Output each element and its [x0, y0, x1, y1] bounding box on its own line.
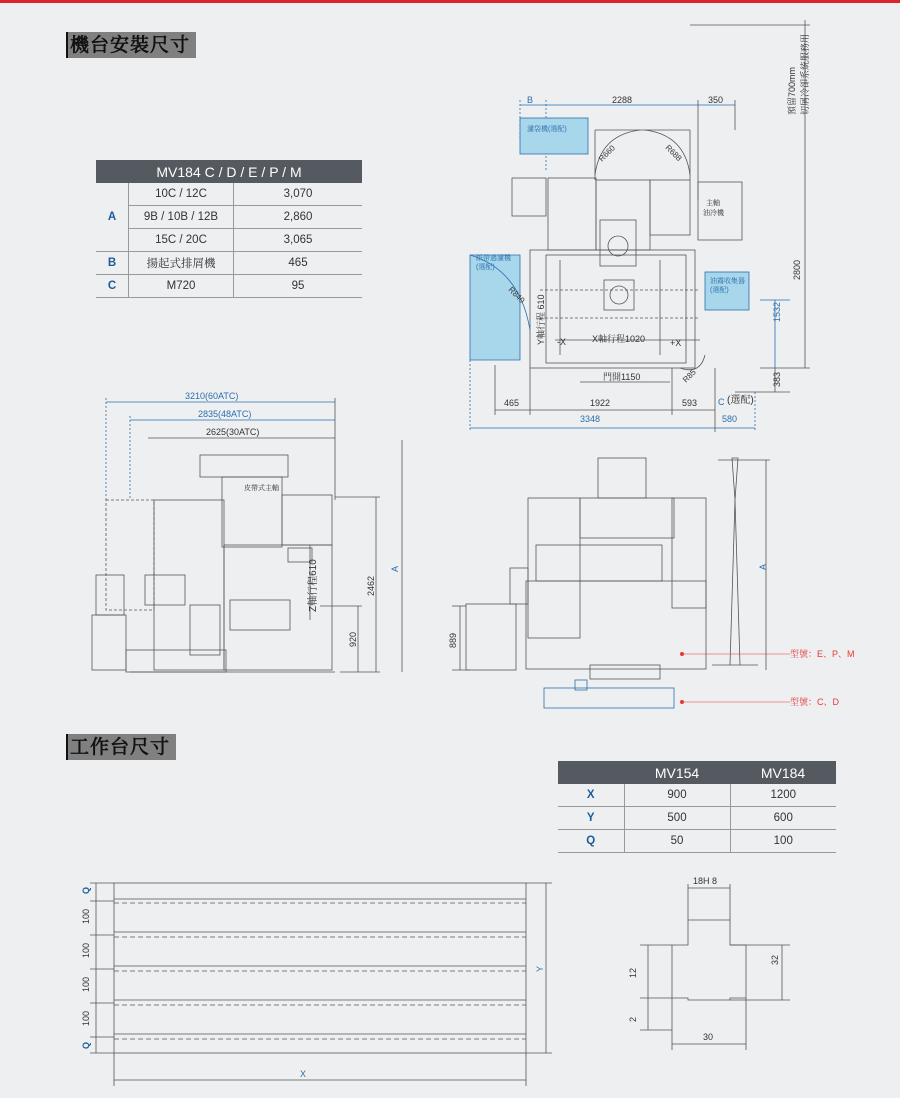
spindle-cooler-1: 主軸 [706, 200, 720, 207]
table-row [558, 784, 836, 807]
slot-h12-label: 12 [628, 967, 638, 978]
paper-filter-2: (選配) [476, 264, 495, 271]
marker-cd [680, 700, 684, 704]
slot-width-label: 18H 8 [693, 876, 718, 886]
model-cd-label: 型號：C、D [790, 697, 839, 707]
table-cell: 9B / 10B / 12B [129, 206, 234, 229]
dim-920: 920 [348, 631, 358, 647]
worktable-dimension-table [558, 761, 836, 853]
gap-label-3: 100 [81, 976, 91, 992]
dim-2625: 2625(30ATC) [206, 427, 260, 437]
belt-spindle-label: 皮帶式主軸 [244, 485, 279, 492]
x-travel-label: X軸行程1020 [592, 334, 646, 344]
row-label-y: Y [558, 807, 624, 830]
row-label-q: Q [558, 830, 624, 853]
gap-label-1: 100 [81, 908, 91, 924]
marker-epm [680, 652, 684, 656]
table-cell: 95 [234, 275, 363, 298]
table-cell: 15C / 20C [129, 229, 234, 252]
dim-1532: 1532 [772, 301, 782, 322]
table-cell: 100 [730, 830, 836, 853]
table-cell: 2,860 [234, 206, 363, 229]
dim-2835: 2835(48ATC) [198, 409, 252, 419]
dim-2288: 2288 [612, 95, 633, 105]
dim-593: 593 [682, 398, 698, 408]
row-label-a: A [96, 183, 129, 252]
dim-889: 889 [448, 632, 458, 648]
table-cell: M720 [129, 275, 234, 298]
dim-1922: 1922 [590, 398, 611, 408]
section-title-worktable: 工作台尺寸 [66, 734, 176, 760]
note-line1: 預留700mm [787, 66, 797, 115]
dim-a-front: A [390, 565, 400, 572]
table-cell: 10C / 12C [129, 183, 234, 206]
oil-mist-2: (選配) [710, 287, 729, 294]
y-dim-label: Y [535, 965, 545, 972]
dim-b: B [527, 95, 534, 105]
row-label-x: X [558, 784, 624, 807]
q-bottom-label: Q [81, 1041, 91, 1049]
oil-mist-1: 油霧收集器 [710, 278, 745, 285]
row-label-b: B [96, 252, 129, 275]
filter-bag-label: 濾袋機(選配) [527, 126, 567, 133]
table-cell: 465 [234, 252, 363, 275]
slot-h32-label: 32 [770, 954, 780, 965]
table-header-mv154: MV154 [624, 761, 730, 784]
y-travel-label: Y軸行程 610 [536, 294, 546, 345]
table-cell: 3,065 [234, 229, 363, 252]
dim-a-side: A [758, 563, 768, 570]
work-table-drawing [90, 883, 552, 1086]
dim-c: C [718, 397, 725, 407]
dim-3210: 3210(60ATC) [185, 391, 239, 401]
section-title-installation: 機台安裝尺寸 [66, 32, 196, 58]
table-row [558, 807, 836, 830]
model-epm-label: 型號：E、P、M [790, 649, 855, 659]
dim-3348: 3348 [580, 414, 601, 424]
z-travel-label: Z軸行程610 [308, 559, 319, 612]
note-line2: 切屑冷卻系統服務用 [800, 33, 810, 115]
x-plus-label: +X [670, 338, 682, 348]
spindle-cooler-2: 油冷機 [703, 210, 724, 217]
table-cell: 600 [730, 807, 836, 830]
dim-580: 580 [722, 414, 738, 424]
table-header: MV184 C / D / E / P / M [96, 160, 362, 183]
front-view-drawing [92, 398, 402, 672]
table-header-blank [558, 761, 624, 784]
dim-383: 383 [772, 371, 782, 387]
r660-label: R660 [597, 143, 617, 164]
t-slot-drawing [640, 884, 790, 1050]
table-cell: 50 [624, 830, 730, 853]
q-top-label: Q [81, 886, 91, 894]
optional-label: (選配) [727, 395, 754, 406]
slot-w30-label: 30 [703, 1032, 714, 1042]
table-header-mv184: MV184 [730, 761, 836, 784]
side-view-drawing [452, 458, 790, 708]
gap-label-4: 100 [81, 1010, 91, 1026]
table-cell: 揚起式排屑機 [129, 252, 234, 275]
r85-label: R85 [681, 367, 698, 385]
paper-filter-1: 紙帶過濾機 [476, 255, 511, 262]
dim-350: 350 [708, 95, 724, 105]
dim-2462: 2462 [366, 575, 376, 596]
slot-h2-label: 2 [628, 1016, 638, 1022]
gap-label-2: 100 [81, 942, 91, 958]
dim-2800: 2800 [792, 259, 802, 280]
table-cell: 3,070 [234, 183, 363, 206]
plan-view-drawing [470, 20, 810, 432]
table-row [558, 830, 836, 853]
table-cell: 500 [624, 807, 730, 830]
r840-label: R840 [506, 285, 527, 305]
row-label-c: C [96, 275, 129, 298]
x-dim-label: X [300, 1069, 307, 1079]
door-label: 門開1150 [603, 372, 641, 382]
x-minus-label: -X [557, 337, 566, 347]
table-cell: 1200 [730, 784, 836, 807]
r688-label: R688 [663, 143, 684, 163]
table-cell: 900 [624, 784, 730, 807]
dim-465: 465 [504, 398, 520, 408]
